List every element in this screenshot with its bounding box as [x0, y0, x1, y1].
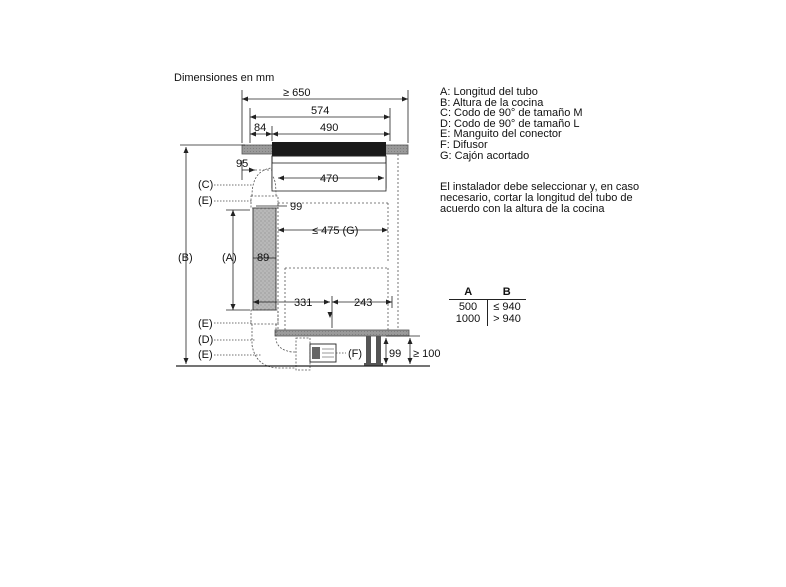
dim-95: 95: [236, 158, 249, 170]
dim-490: 490: [320, 122, 339, 134]
table-row: [449, 314, 526, 326]
callout-b: (B): [178, 252, 193, 264]
callout-leaders: [214, 185, 346, 355]
dim-99-bottom: 99: [389, 348, 402, 360]
legend-item-e: E: Manguito del conector: [440, 128, 562, 141]
callout-e-mid: (E): [198, 318, 213, 330]
installer-note: El instalador debe seleccionar y, en caso necesario, cortar la longitud del tubo de acuerdo con la altura de la cocina: [440, 181, 640, 215]
callout-e-top: (E): [198, 195, 213, 207]
callout-f: (F): [348, 348, 363, 360]
cabinet-legs: [364, 336, 383, 366]
table-row: [449, 300, 526, 315]
table-header-a: A: [449, 287, 488, 300]
dimension-lines: [180, 90, 420, 364]
legend-item-b: B: Altura de la cocina: [440, 96, 544, 109]
table-cell: 1000: [449, 314, 488, 326]
length-height-table: [449, 287, 526, 326]
table-header-b: B: [488, 287, 527, 300]
dim-100: ≥ 100: [413, 348, 441, 360]
dim-574: 574: [311, 105, 330, 117]
plinth-board: [275, 330, 409, 336]
diagram-title: Dimensiones en mm: [174, 72, 275, 84]
callout-a: (A): [222, 252, 237, 264]
legend-item-d: D: Codo de 90° de tamaño L: [440, 117, 580, 130]
callout-c: (C): [198, 179, 214, 191]
callout-d: (D): [198, 334, 214, 346]
legend-item-a: A: Longitud del tubo: [440, 86, 538, 98]
dim-475: ≤ 475 (G): [312, 225, 359, 237]
dim-650: ≥ 650: [283, 87, 311, 99]
legend-item-f: F: Difusor: [440, 138, 488, 151]
table-cell: > 940: [493, 313, 521, 325]
table-cell: ≤ 940: [493, 301, 521, 313]
legend-item-c: C: Codo de 90° de tamaño M: [440, 107, 583, 120]
diffuser: [310, 344, 336, 362]
dim-89: 89: [257, 252, 270, 264]
legend-item-g: G: Cajón acortado: [440, 149, 530, 162]
dim-331: 331: [294, 297, 313, 309]
hob-unit: [272, 142, 386, 156]
dim-84: 84: [254, 122, 267, 134]
dim-470: 470: [320, 173, 339, 185]
dim-243: 243: [354, 297, 373, 309]
legend: [440, 87, 583, 161]
callout-e-bottom: (E): [198, 349, 213, 361]
dim-99-top: 99: [290, 201, 303, 213]
table-cell: 500: [449, 300, 488, 315]
